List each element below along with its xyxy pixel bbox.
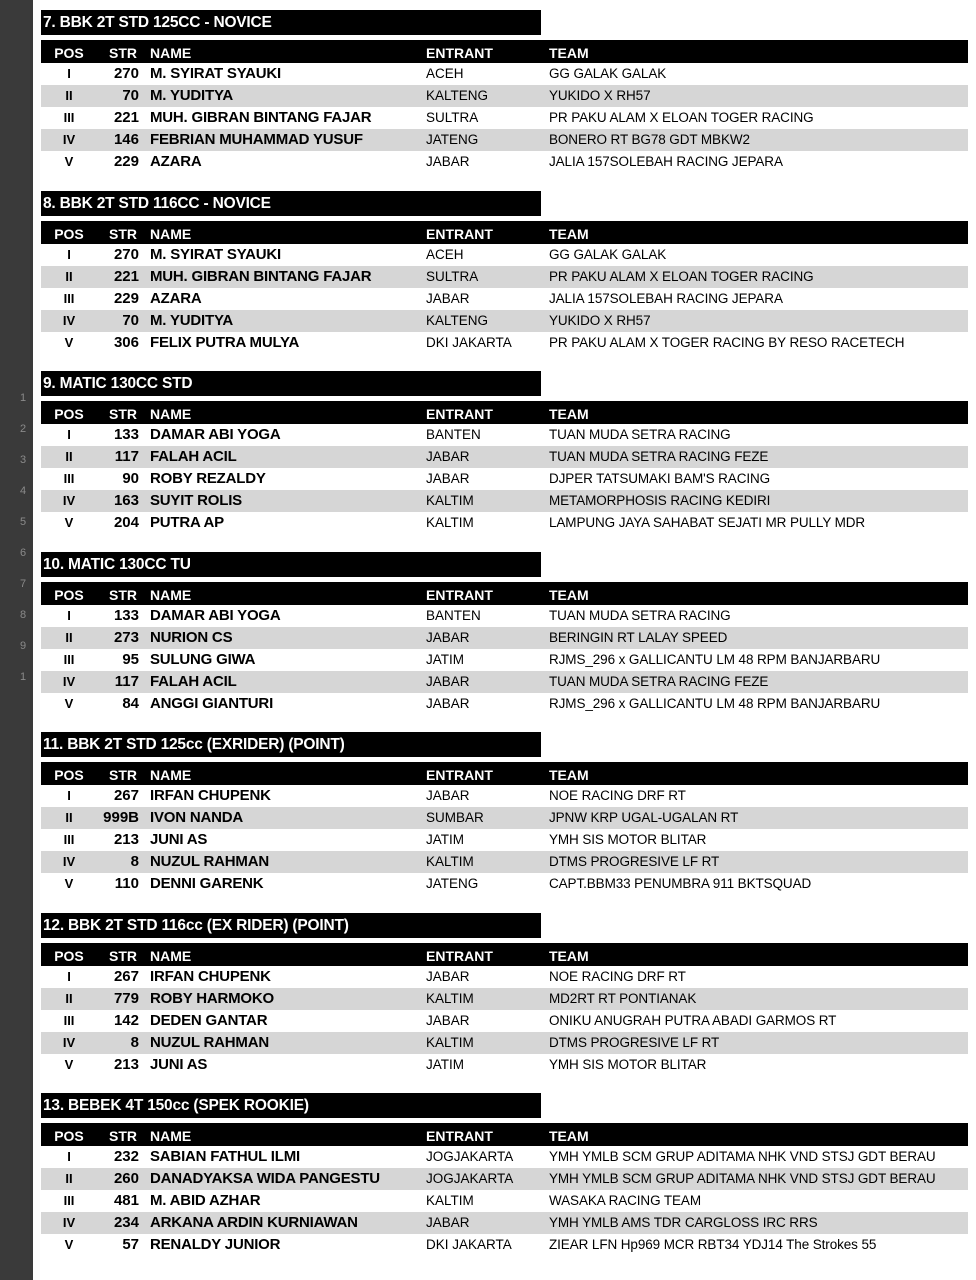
table-row [41, 512, 968, 534]
table-row [41, 129, 968, 151]
table-row [41, 966, 968, 988]
column-header-name: NAME [150, 45, 192, 61]
cell-entrant: JABAR [426, 1215, 470, 1230]
cell-name: M. YUDITYA [150, 87, 234, 104]
race-class-section [33, 732, 976, 913]
column-header-team: TEAM [549, 45, 589, 61]
column-header-str: STR [109, 406, 137, 422]
table-row [41, 988, 968, 1010]
results-table-header [41, 401, 968, 424]
cell-pos: V [64, 695, 74, 711]
cell-entrant: JATENG [426, 132, 479, 147]
cell-team: NOE RACING DRF RT [549, 788, 686, 803]
cell-team: DTMS PROGRESIVE LF RT [549, 854, 720, 869]
cell-name: SULUNG GIWA [150, 650, 256, 668]
race-class-title: 7. BBK 2T STD 125CC - NOVICE [41, 10, 541, 35]
table-row [41, 1168, 968, 1190]
cell-entrant: JATENG [426, 876, 479, 891]
cell-name: FALAH ACIL [150, 448, 237, 465]
cell-team: CAPT.BBM33 PENUMBRA 911 BKTSQUAD [549, 876, 812, 891]
table-row [41, 310, 968, 332]
column-header-name: NAME [150, 767, 192, 783]
cell-team: BERINGIN RT LALAY SPEED [549, 629, 728, 645]
cell-team: TUAN MUDA SETRA RACING FEZE [549, 449, 769, 464]
cell-pos: III [63, 1012, 75, 1028]
cell-team: WASAKA RACING TEAM [549, 1193, 701, 1208]
race-class-section [33, 371, 976, 552]
column-header-entrant: ENTRANT [426, 586, 493, 603]
cell-pos: III [63, 471, 75, 486]
cell-str: 213 [113, 831, 139, 848]
column-header-name: NAME [150, 225, 192, 242]
cell-team: METAMORPHOSIS RACING KEDIRI [549, 493, 771, 508]
cell-str: 90 [122, 470, 139, 487]
column-header-entrant: ENTRANT [426, 225, 493, 242]
table-row [41, 851, 968, 873]
cell-str: 8 [130, 1033, 139, 1051]
cell-pos: I [67, 246, 71, 262]
results-table [41, 943, 968, 1076]
cell-str: 95 [122, 650, 139, 668]
cell-entrant: JOGJAKARTA [426, 1171, 514, 1186]
cell-name: NUZUL RAHMAN [150, 1033, 269, 1051]
cell-team: YUKIDO X RH57 [549, 88, 651, 103]
column-header-name: NAME [150, 586, 192, 603]
column-header-str: STR [109, 225, 137, 242]
table-row [41, 785, 968, 807]
cell-team: BONERO RT BG78 GDT MBKW2 [549, 132, 750, 147]
cell-pos: IV [62, 854, 76, 869]
table-row [41, 807, 968, 829]
column-header-team: TEAM [549, 225, 589, 242]
cell-name: M. YUDITYA [150, 311, 234, 329]
table-row [41, 829, 968, 851]
table-row [41, 63, 968, 85]
cell-name: ROBY HARMOKO [150, 989, 274, 1007]
table-row [41, 671, 968, 693]
cell-name: MUH. GIBRAN BINTANG FAJAR [150, 109, 372, 126]
left-editor-gutter [0, 0, 33, 1280]
cell-entrant: ACEH [426, 246, 464, 262]
column-header-entrant: ENTRANT [426, 1128, 493, 1144]
cell-team: YMH YMLB SCM GRUP ADITAMA NHK VND STSJ GDT BERAU [549, 1149, 936, 1164]
cell-pos: II [65, 449, 73, 464]
column-header-pos: POS [54, 947, 84, 964]
column-header-name: NAME [150, 406, 192, 422]
cell-str: 221 [113, 267, 139, 285]
cell-pos: II [65, 810, 73, 825]
cell-team: GG GALAK GALAK [549, 246, 667, 262]
cell-name: ANGGI GIANTURI [150, 694, 274, 712]
cell-team: NOE RACING DRF RT [549, 968, 686, 984]
column-header-team: TEAM [549, 406, 589, 422]
table-row [41, 649, 968, 671]
table-row [41, 873, 968, 895]
column-header-pos: POS [54, 45, 84, 61]
cell-entrant: KALTENG [426, 88, 489, 103]
cell-team: JALIA 157SOLEBAH RACING JEPARA [549, 290, 783, 306]
cell-pos: II [65, 990, 73, 1006]
gutter-line-number: 1 [20, 392, 27, 404]
cell-pos: III [63, 110, 75, 125]
cell-entrant: JATIM [426, 1056, 464, 1072]
race-class-section [33, 913, 976, 1094]
column-header-entrant: ENTRANT [426, 767, 493, 783]
cell-pos: V [64, 334, 74, 350]
cell-str: 204 [113, 514, 139, 531]
table-row [41, 490, 968, 512]
column-header-str: STR [109, 767, 137, 783]
cell-str: 306 [113, 333, 139, 351]
table-row [41, 627, 968, 649]
cell-pos: III [63, 651, 75, 667]
cell-name: IRFAN CHUPENK [150, 967, 271, 985]
cell-str: 133 [113, 606, 139, 624]
cell-str: 146 [113, 131, 139, 148]
column-header-str: STR [109, 586, 137, 603]
cell-pos: I [67, 427, 71, 442]
cell-pos: IV [62, 673, 76, 689]
gutter-line-number: 8 [20, 609, 27, 621]
table-row [41, 1032, 968, 1054]
results-table-header [41, 943, 968, 966]
cell-entrant: KALTIM [426, 493, 474, 508]
cell-pos: IV [62, 493, 76, 508]
results-table-header [41, 762, 968, 785]
cell-name: AZARA [150, 153, 202, 170]
cell-pos: V [64, 515, 74, 530]
cell-entrant: KALTIM [426, 854, 474, 869]
column-header-pos: POS [54, 225, 84, 242]
cell-str: 267 [113, 787, 139, 804]
cell-team: YMH YMLB SCM GRUP ADITAMA NHK VND STSJ GDT BERAU [549, 1171, 936, 1186]
cell-str: 8 [130, 853, 139, 870]
cell-str: 70 [122, 311, 139, 329]
table-row [41, 1054, 968, 1076]
cell-name: SABIAN FATHUL ILMI [150, 1148, 301, 1165]
cell-entrant: JATIM [426, 651, 464, 667]
table-row [41, 266, 968, 288]
column-header-team: TEAM [549, 1128, 589, 1144]
table-row [41, 1146, 968, 1168]
cell-entrant: JABAR [426, 290, 470, 306]
race-class-section [33, 552, 976, 733]
cell-entrant: ACEH [426, 66, 464, 81]
cell-entrant: KALTIM [426, 515, 474, 530]
cell-str: 84 [122, 694, 139, 712]
cell-pos: I [67, 66, 71, 81]
results-table [41, 1123, 968, 1256]
cell-name: FELIX PUTRA MULYA [150, 333, 300, 351]
gutter-line-number: 2 [20, 423, 27, 435]
column-header-pos: POS [54, 586, 84, 603]
cell-entrant: JABAR [426, 629, 470, 645]
cell-name: M. SYIRAT SYAUKI [150, 245, 281, 263]
cell-team: LAMPUNG JAYA SAHABAT SEJATI MR PULLY MDR [549, 515, 866, 530]
cell-name: MUH. GIBRAN BINTANG FAJAR [150, 267, 372, 285]
results-table [41, 582, 968, 715]
cell-team: ZIEAR LFN Hp969 MCR RBT34 YDJ14 The Strokes 55 [549, 1237, 877, 1252]
table-row [41, 1234, 968, 1256]
cell-entrant: DKI JAKARTA [426, 334, 512, 350]
cell-pos: IV [62, 132, 76, 147]
cell-name: RENALDY JUNIOR [150, 1236, 281, 1253]
cell-name: DEDEN GANTAR [150, 1011, 268, 1029]
cell-entrant: JABAR [426, 695, 470, 711]
gutter-line-number: 6 [20, 547, 27, 559]
cell-str: 213 [113, 1055, 139, 1073]
column-header-pos: POS [54, 406, 84, 422]
race-results-list [33, 10, 976, 1274]
cell-pos: V [64, 1056, 74, 1072]
race-class-title: 9. MATIC 130CC STD [41, 371, 541, 396]
cell-team: DTMS PROGRESIVE LF RT [549, 1034, 720, 1050]
column-header-team: TEAM [549, 586, 589, 603]
cell-pos: I [67, 788, 71, 803]
cell-pos: III [63, 1193, 75, 1208]
cell-team: PR PAKU ALAM X ELOAN TOGER RACING [549, 268, 814, 284]
cell-team: PR PAKU ALAM X ELOAN TOGER RACING [549, 110, 814, 125]
cell-entrant: JABAR [426, 673, 470, 689]
cell-team: TUAN MUDA SETRA RACING [549, 427, 731, 442]
cell-entrant: SUMBAR [426, 810, 484, 825]
cell-team: TUAN MUDA SETRA RACING [549, 607, 731, 623]
table-row [41, 107, 968, 129]
column-header-entrant: ENTRANT [426, 947, 493, 964]
column-header-name: NAME [150, 947, 192, 964]
results-document-page [33, 0, 976, 1280]
cell-team: PR PAKU ALAM X TOGER RACING BY RESO RACETECH [549, 334, 905, 350]
cell-team: JALIA 157SOLEBAH RACING JEPARA [549, 154, 783, 169]
cell-team: YMH SIS MOTOR BLITAR [549, 1056, 707, 1072]
table-row [41, 332, 968, 354]
cell-str: 232 [113, 1148, 139, 1165]
results-table [41, 401, 968, 534]
table-row [41, 85, 968, 107]
race-class-section [33, 1093, 976, 1274]
race-class-section [33, 191, 976, 372]
cell-str: 163 [113, 492, 139, 509]
cell-name: AZARA [150, 289, 202, 307]
cell-team: JPNW KRP UGAL-UGALAN RT [549, 810, 739, 825]
cell-entrant: SULTRA [426, 268, 479, 284]
gutter-line-number: 9 [20, 640, 27, 652]
cell-pos: V [64, 876, 74, 891]
cell-name: M. SYIRAT SYAUKI [150, 65, 281, 82]
cell-pos: IV [62, 1034, 76, 1050]
race-class-section [33, 10, 976, 191]
cell-name: SUYIT ROLIS [150, 492, 242, 509]
cell-pos: I [67, 968, 71, 984]
cell-team: YMH YMLB AMS TDR CARGLOSS IRC RRS [549, 1215, 818, 1230]
column-header-pos: POS [54, 767, 84, 783]
cell-pos: II [65, 629, 73, 645]
cell-pos: V [64, 154, 74, 169]
cell-name: IRFAN CHUPENK [150, 787, 271, 804]
cell-str: 481 [113, 1192, 139, 1209]
cell-str: 57 [122, 1236, 139, 1253]
column-header-team: TEAM [549, 767, 589, 783]
cell-team: DJPER TATSUMAKI BAM'S RACING [549, 471, 771, 486]
cell-name: ROBY REZALDY [150, 470, 266, 487]
column-header-entrant: ENTRANT [426, 45, 493, 61]
cell-entrant: KALTIM [426, 990, 474, 1006]
table-row [41, 1010, 968, 1032]
cell-pos: I [67, 1149, 71, 1164]
cell-str: 273 [113, 628, 139, 646]
gutter-line-number: 1 [20, 671, 27, 683]
cell-str: 270 [113, 245, 139, 263]
race-class-title: 11. BBK 2T STD 125cc (EXRIDER) (POINT) [41, 732, 541, 757]
gutter-line-number: 4 [20, 485, 27, 497]
table-row [41, 1212, 968, 1234]
table-row [41, 605, 968, 627]
cell-team: ONIKU ANUGRAH PUTRA ABADI GARMOS RT [549, 1012, 837, 1028]
cell-str: 229 [113, 153, 139, 170]
column-header-name: NAME [150, 1128, 192, 1144]
cell-str: 117 [114, 448, 139, 465]
cell-pos: II [65, 1171, 73, 1186]
cell-pos: II [65, 88, 73, 103]
cell-str: 70 [122, 87, 139, 104]
results-table [41, 762, 968, 895]
cell-team: RJMS_296 x GALLICANTU LM 48 RPM BANJARBARU [549, 695, 881, 711]
column-header-str: STR [109, 947, 137, 964]
cell-name: JUNI AS [150, 831, 208, 848]
cell-entrant: JABAR [426, 471, 470, 486]
cell-pos: I [67, 607, 71, 623]
race-class-title: 12. BBK 2T STD 116cc (EX RIDER) (POINT) [41, 913, 541, 938]
cell-pos: II [65, 268, 73, 284]
cell-name: NURION CS [150, 628, 233, 646]
results-table [41, 221, 968, 354]
cell-str: 110 [114, 875, 139, 892]
results-table-header [41, 221, 968, 244]
cell-entrant: SULTRA [426, 110, 479, 125]
table-row [41, 1190, 968, 1212]
cell-str: 267 [113, 967, 139, 985]
results-table-header [41, 1123, 968, 1146]
cell-name: JUNI AS [150, 1055, 208, 1073]
table-row [41, 693, 968, 715]
cell-team: RJMS_296 x GALLICANTU LM 48 RPM BANJARBARU [549, 651, 881, 667]
cell-entrant: BANTEN [426, 607, 481, 623]
table-row [41, 151, 968, 173]
race-class-title: 10. MATIC 130CC TU [41, 552, 541, 577]
results-table-header [41, 582, 968, 605]
cell-team: YMH SIS MOTOR BLITAR [549, 832, 707, 847]
cell-str: 142 [113, 1011, 139, 1029]
race-class-title: 13. BEBEK 4T 150cc (SPEK ROOKIE) [41, 1093, 541, 1118]
cell-team: GG GALAK GALAK [549, 66, 667, 81]
table-row [41, 288, 968, 310]
column-header-str: STR [109, 45, 137, 61]
cell-name: IVON NANDA [150, 809, 244, 826]
cell-team: TUAN MUDA SETRA RACING FEZE [549, 673, 769, 689]
cell-str: 229 [113, 289, 139, 307]
cell-team: MD2RT RT PONTIANAK [549, 990, 697, 1006]
cell-entrant: JOGJAKARTA [426, 1149, 514, 1164]
table-row [41, 468, 968, 490]
column-header-pos: POS [54, 1128, 84, 1144]
cell-team: YUKIDO X RH57 [549, 312, 651, 328]
gutter-line-number: 3 [20, 454, 27, 466]
cell-name: DAMAR ABI YOGA [150, 426, 281, 443]
table-row [41, 424, 968, 446]
cell-str: 117 [114, 672, 139, 690]
cell-str: 221 [113, 109, 139, 126]
cell-str: 260 [113, 1170, 139, 1187]
cell-entrant: JABAR [426, 968, 470, 984]
cell-str: 270 [113, 65, 139, 82]
cell-name: DENNI GARENK [150, 875, 264, 892]
cell-entrant: JATIM [426, 832, 464, 847]
cell-entrant: JABAR [426, 449, 470, 464]
cell-name: NUZUL RAHMAN [150, 853, 269, 870]
cell-pos: IV [62, 312, 76, 328]
cell-name: FEBRIAN MUHAMMAD YUSUF [150, 131, 363, 148]
cell-entrant: KALTIM [426, 1193, 474, 1208]
table-row [41, 244, 968, 266]
cell-pos: III [63, 290, 75, 306]
cell-entrant: JABAR [426, 154, 470, 169]
cell-name: DAMAR ABI YOGA [150, 606, 281, 624]
cell-pos: V [64, 1237, 74, 1252]
results-table-header [41, 40, 968, 63]
cell-name: PUTRA AP [150, 514, 224, 531]
cell-str: 234 [113, 1214, 139, 1231]
table-row [41, 446, 968, 468]
cell-str: 999B [103, 809, 139, 826]
column-header-entrant: ENTRANT [426, 406, 493, 422]
cell-entrant: KALTIM [426, 1034, 474, 1050]
column-header-team: TEAM [549, 947, 589, 964]
results-table [41, 40, 968, 173]
cell-entrant: BANTEN [426, 427, 481, 442]
cell-entrant: JABAR [426, 1012, 470, 1028]
cell-entrant: JABAR [426, 788, 470, 803]
cell-name: DANADYAKSA WIDA PANGESTU [150, 1170, 380, 1187]
cell-entrant: DKI JAKARTA [426, 1237, 512, 1252]
gutter-line-number: 5 [20, 516, 27, 528]
cell-pos: III [63, 832, 75, 847]
race-class-title: 8. BBK 2T STD 116CC - NOVICE [41, 191, 541, 216]
cell-name: FALAH ACIL [150, 672, 237, 690]
cell-str: 133 [113, 426, 139, 443]
cell-entrant: KALTENG [426, 312, 489, 328]
cell-name: M. ABID AZHAR [150, 1192, 261, 1209]
column-header-str: STR [109, 1128, 137, 1144]
cell-pos: IV [62, 1215, 76, 1230]
gutter-line-number: 7 [20, 578, 27, 590]
cell-str: 779 [113, 989, 139, 1007]
cell-name: ARKANA ARDIN KURNIAWAN [150, 1214, 358, 1231]
